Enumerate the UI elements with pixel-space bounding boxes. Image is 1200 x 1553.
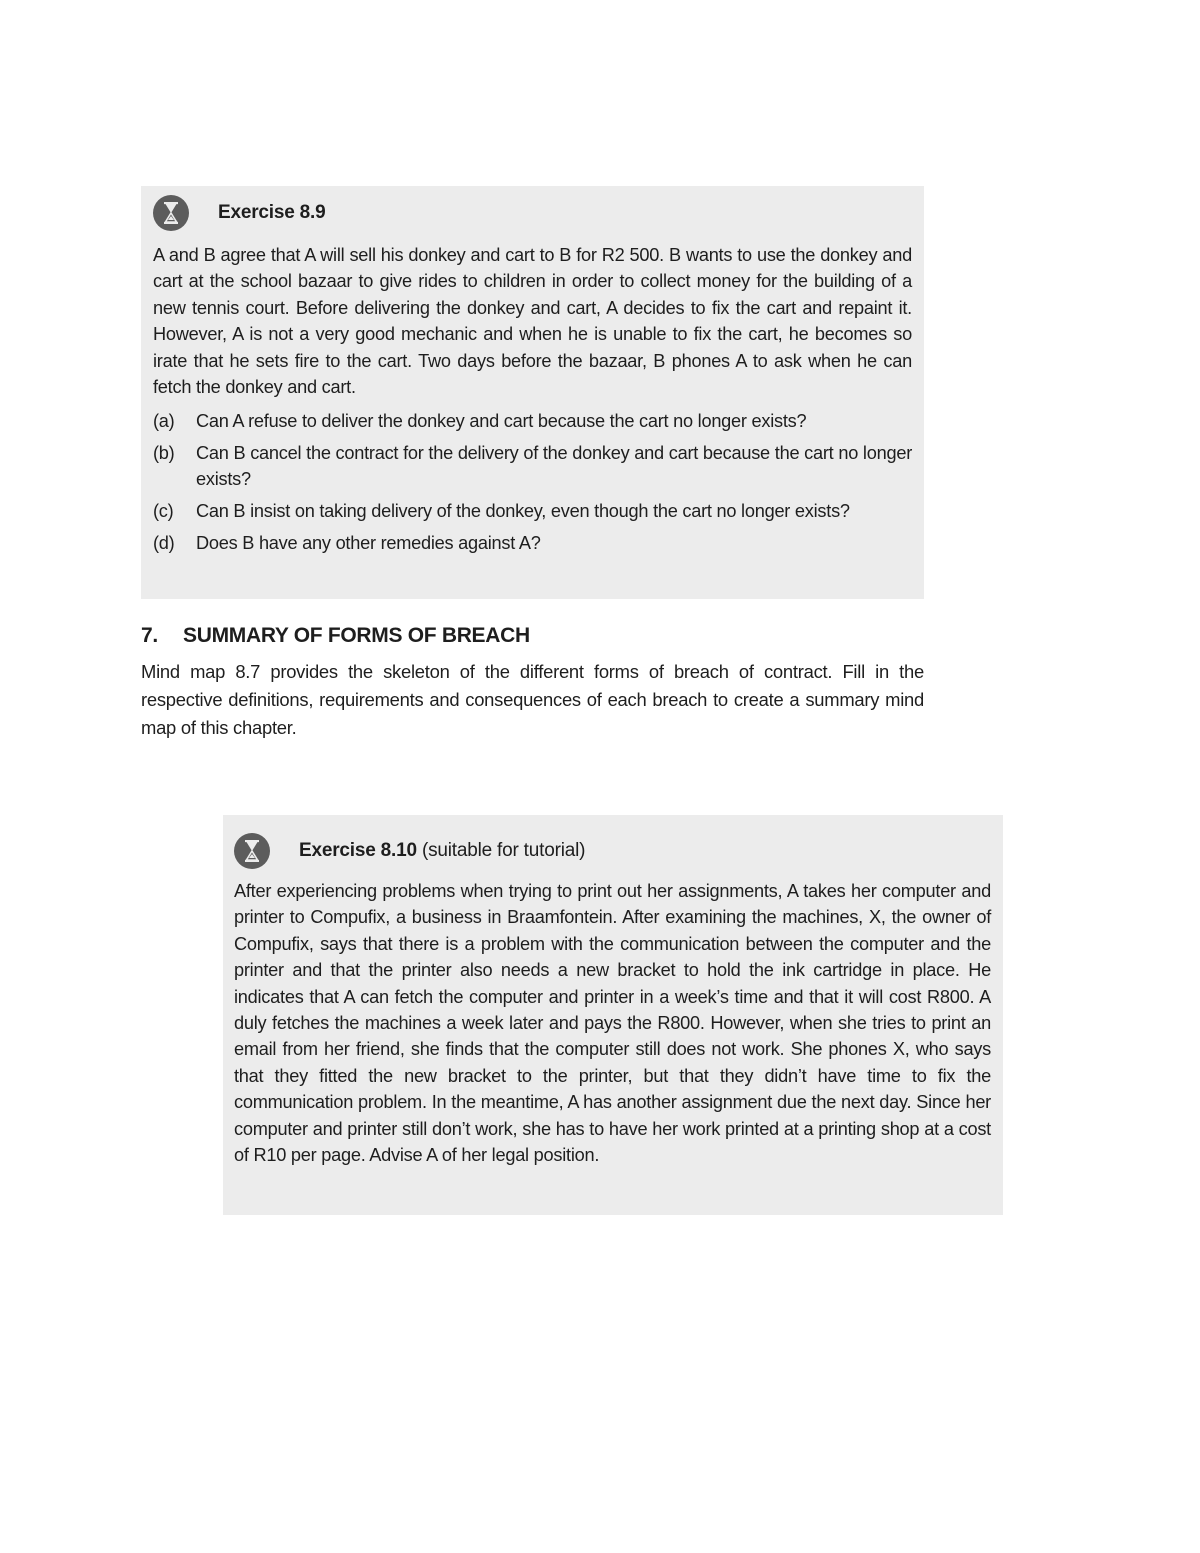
section-7 [141,624,924,742]
section-title: SUMMARY OF FORMS OF BREACH [183,624,530,647]
exercise-8-9-box [141,186,924,599]
question-text: Can A refuse to deliver the donkey and cart because the cart no longer exists? [196,411,807,432]
list-item [153,530,912,556]
list-item [153,440,912,492]
exercise-8-10-subtitle: (suitable for tutorial) [421,840,586,861]
section-number: 7. [141,624,158,647]
question-label: (a) [153,411,175,432]
exercise-8-9-header [153,200,912,226]
exercise-8-10-box [223,815,1003,1215]
section-body: Mind map 8.7 provides the skeleton of the different forms of breach of contract. Fill in the respective definitions, requirements and consequences of each breach to create a summary mind map of this chapter. [141,661,924,738]
hourglass-icon [234,833,270,869]
exercise-8-10-header [234,838,991,864]
exercise-8-9-body: A and B agree that A will sell his donkey and cart to B for R2 500. B wants to use the donkey and cart at the school bazaar to give rides to children in order to collect money for the building of a new tennis court. Before delivering the donkey and cart, A decides to fix the cart and repaint it. However, A is not a very good mechanic and when he is unable to fix the cart, he becomes so irate that he sets fire to the cart. Two days before the bazaar, B phones A to ask when he can fetch the donkey and cart. [153,245,912,398]
question-text: Does B have any other remedies against A? [196,533,541,554]
hourglass-icon [153,195,189,231]
exercise-8-9-questions [153,408,912,556]
question-text: Can B cancel the contract for the delivery of the donkey and cart because the cart no longer exists? [196,443,912,490]
question-label: (d) [153,533,175,554]
section-heading [141,624,924,648]
question-text: Can B insist on taking delivery of the donkey, even though the cart no longer exists? [196,501,850,522]
exercise-8-10-body: After experiencing problems when trying to print out her assignments, A takes her computer and printer to Compufix, a business in Braamfontein. After examining the machines, X, the owner of Compufix, says that there is a problem with the communication between the computer and the printer and that the printer also needs a new bracket to hold the ink cartridge in place. He indicates that A can fetch the computer and printer in a week’s time and that it will cost R800. A duly fetches the machines a week later and pays the R800. However, when she tries to print an email from her friend, she finds that the computer still does not work. She phones X, who says that they fitted the new bracket to the printer, but that they didn’t have time to fix the communication problem. In the meantime, A has another assignment due the next day. Since her computer and printer still don’t work, she has to have her work printed at a printing shop at a cost of R10 per page. Advise A of her legal position. [234,881,991,1166]
question-label: (c) [153,501,174,522]
question-label: (b) [153,443,175,464]
exercise-8-10-title: Exercise 8.10 (suitable for tutorial) [299,840,586,861]
list-item [153,408,912,434]
exercise-8-9-title: Exercise 8.9 [218,202,326,223]
list-item [153,498,912,524]
